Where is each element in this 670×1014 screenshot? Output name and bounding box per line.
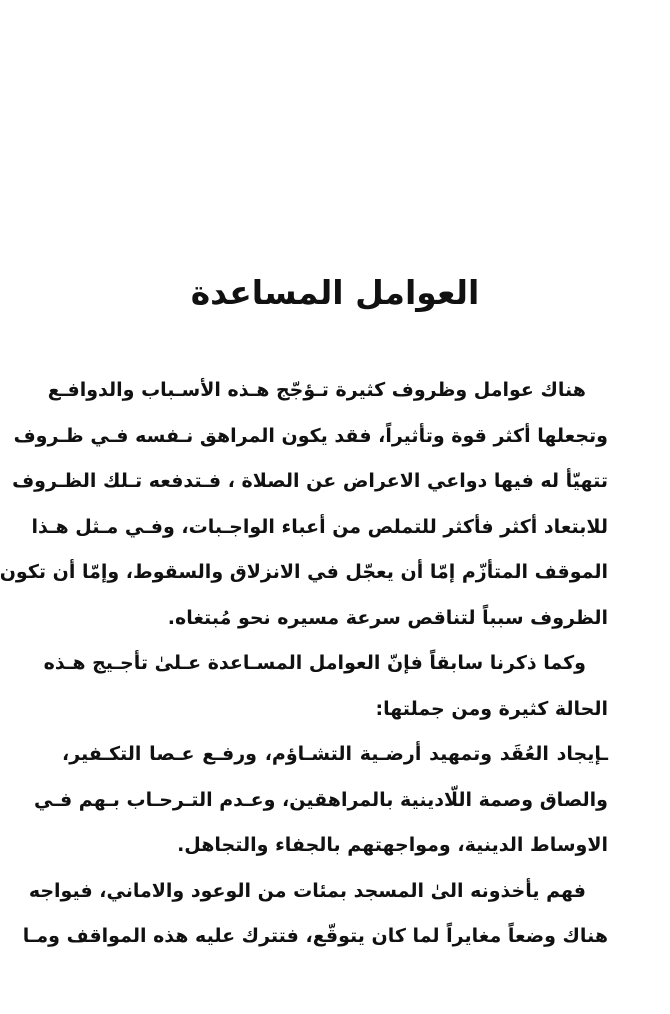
text-line: وتجعلها أكثر قوة وتأثيراً، فقد يكون المراهق نـفسه فـي ظـروف: [13, 424, 608, 447]
chapter-title: العوامل المساعدة: [190, 273, 480, 312]
text-line: فهم يأخذونه الىٰ المسجد بمئات من الوعود والاماني، فيواجه: [28, 879, 586, 902]
paragraph-2: [43, 641, 608, 732]
paragraph-3: [34, 732, 608, 869]
text-line: الموقف المتأزّم إمّا أن يعجّل في الانزلاق والسقوط، وإمّا أن تكون: [0, 561, 608, 583]
text-line: وكما ذكرنا سابقاً فإنّ العوامل المسـاعدة عـلىٰ تأجـيج هـذه: [43, 652, 586, 674]
text-line: الاوساط الدينية، ومواجهتهم بالجفاء والتجاهل.: [177, 834, 608, 856]
text-line: والصاق وصمة اللّادينية بالمراهقين، وعـدم التـرحـاب بـهم فـي: [34, 788, 608, 811]
text-line: تتهيّأ له فيها دواعي الاعراض عن الصلاة ، فـتدفعه تـلك الظـروف: [12, 470, 608, 492]
body-text: [0, 368, 608, 960]
text-line: هناك عوامل وظروف كثيرة تـؤجّج هـذه الأسـباب والدوافـع: [47, 379, 586, 401]
text-line: ـإيجاد العُقَد وتمهيد أرضـية التشـاؤم، ورفـع عـصا التكـفير،: [62, 743, 608, 765]
text-line: الظروف سبباً لتناقص سرعة مسيره نحو مُبتغاه.: [167, 606, 608, 629]
text-line: هناك وضعاً مغايراً لما كان يتوقّع، فتترك عليه هذه المواقف ومـا: [22, 925, 608, 947]
paragraph-4: [22, 869, 608, 960]
text-line: الحالة كثيرة ومن جملتها:: [375, 697, 608, 720]
paragraph-1: [0, 368, 608, 641]
text-line: للابتعاد أكثر فأكثر للتملص من أعباء الواجـبات، وفـي مـثل هـذا: [31, 515, 608, 538]
